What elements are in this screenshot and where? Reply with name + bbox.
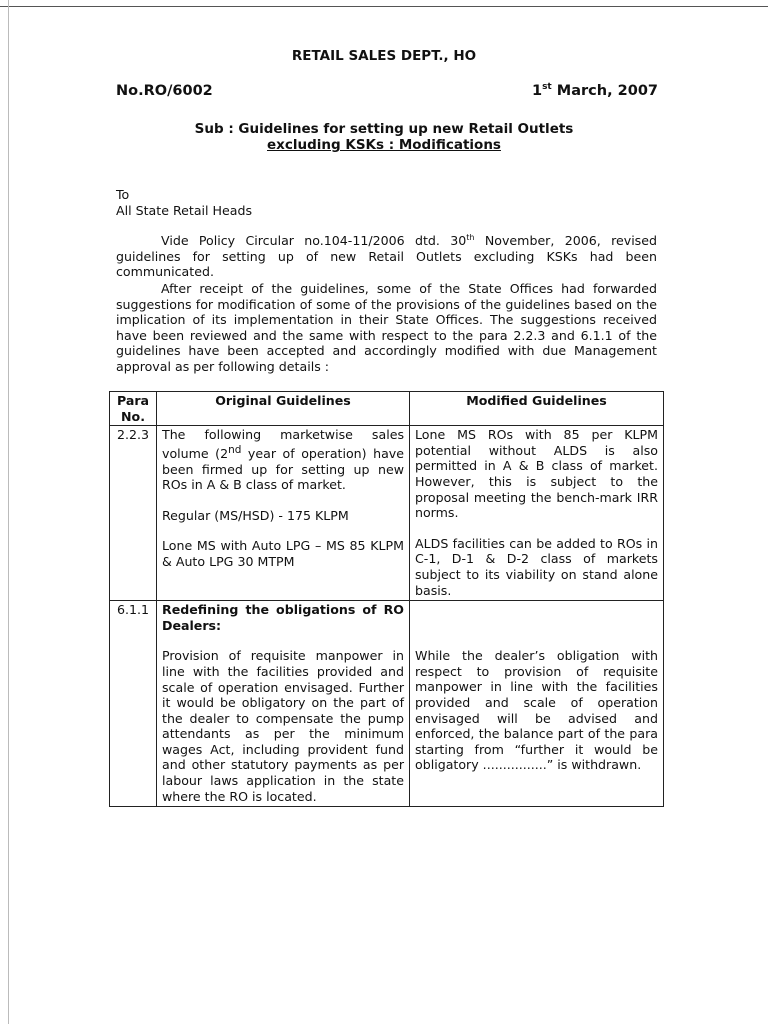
paragraph-2 <box>116 281 657 375</box>
row1-modified-2: ALDS facilities can be added to ROs in C-1, D-1 & D-2 class of markets subject to its viability on stand alone basis. <box>415 535 658 598</box>
row1-original-1 <box>162 427 404 493</box>
subject-line-1: Sub : Guidelines for setting up new Retail Outlets <box>194 121 574 137</box>
circular-date <box>532 84 658 100</box>
row2-original-body: Provision of requisite manpower in line with the facilities provided and scale of operation envisaged. Further it would be obligatory on the part of the dealer to compensate the pump attendants as per the minimum wages Act, including provident fund and other statutory payments as per labour laws application in the state where the RO is located. <box>162 648 404 804</box>
row2-original <box>157 601 410 807</box>
row1-original-1a: The following marketwise sales volume (2 <box>162 427 404 461</box>
page-left-rule <box>8 0 9 1024</box>
date-day: 1 <box>531 83 543 99</box>
paragraph-1-sup: th <box>466 232 475 242</box>
reference-number: No.RO/6002 <box>116 83 213 99</box>
subject-line-2 <box>0 137 768 153</box>
row2-para-no: 6.1.1 <box>110 601 157 807</box>
row1-original-3: Lone MS with Auto LPG – MS 85 KLPM & Auto LPG 30 MTPM <box>162 538 404 569</box>
row1-original-1b: year of operation) have been firmed up for setting up new ROs in A & B class of market. <box>162 445 404 493</box>
paragraph-1-b: November, 2006, revised guidelines for setting up of new Retail Outlets excluding KSKs had been communicated. <box>116 233 657 280</box>
row2-modified-body: While the dealer’s obligation with respect to provision of requisite manpower in line with the facilities provided and scale of operation envisaged will be advised and enforced, the balance part of the para starting from “further it would be obligatory ................” is withdrawn. <box>415 648 658 773</box>
subject <box>0 121 768 153</box>
header-original: Original Guidelines <box>157 392 410 426</box>
date-rest: March, 2007 <box>551 83 658 99</box>
paragraph-2-text: After receipt of the guidelines, some of the State Offices had forwarded suggestions for modification of some of the provisions of the guidelines based on the implication of its implementation in their State Offices. The suggestions received have been reviewed and the same with respect to the para 2.2.3 and 6.1.1 of the guidelines have been accepted and accordingly modified with due Management approval as per following details : <box>116 281 657 374</box>
addressee <box>116 187 252 218</box>
paragraph-1-a: Vide Policy Circular no.104-11/2006 dtd. 30 <box>161 233 467 248</box>
guidelines-table <box>109 391 664 807</box>
header-modified: Modified Guidelines <box>410 392 664 426</box>
table-header-row <box>110 392 664 426</box>
paragraph-1 <box>116 233 657 280</box>
department-heading: RETAIL SALES DEPT., HO <box>291 48 477 64</box>
table-row <box>110 426 664 601</box>
date-superscript: st <box>542 82 552 93</box>
row1-modified-1: Lone MS ROs with 85 per KLPM potential without ALDS is also permitted in A & B class of market. However, this is subject to the proposal meeting the bench-mark IRR norms. <box>415 427 658 521</box>
row1-original-2: Regular (MS/HSD) - 175 KLPM <box>162 507 349 523</box>
row2-original-title: Redefining the obligations of RO Dealers: <box>162 602 404 633</box>
header-para-no: Para No. <box>110 392 157 426</box>
row2-modified <box>410 601 664 807</box>
to-label: To <box>116 187 130 202</box>
table-row <box>110 601 664 807</box>
row1-original-1sup: nd <box>228 443 242 456</box>
subject-line-2-text: excluding KSKs : Modifications <box>267 137 501 153</box>
row2-modified-spacer <box>415 602 658 648</box>
recipient: All State Retail Heads <box>116 202 253 218</box>
row1-original <box>157 426 410 601</box>
row1-modified <box>410 426 664 601</box>
page-top-rule <box>0 6 768 7</box>
row1-para-no: 2.2.3 <box>110 426 157 601</box>
